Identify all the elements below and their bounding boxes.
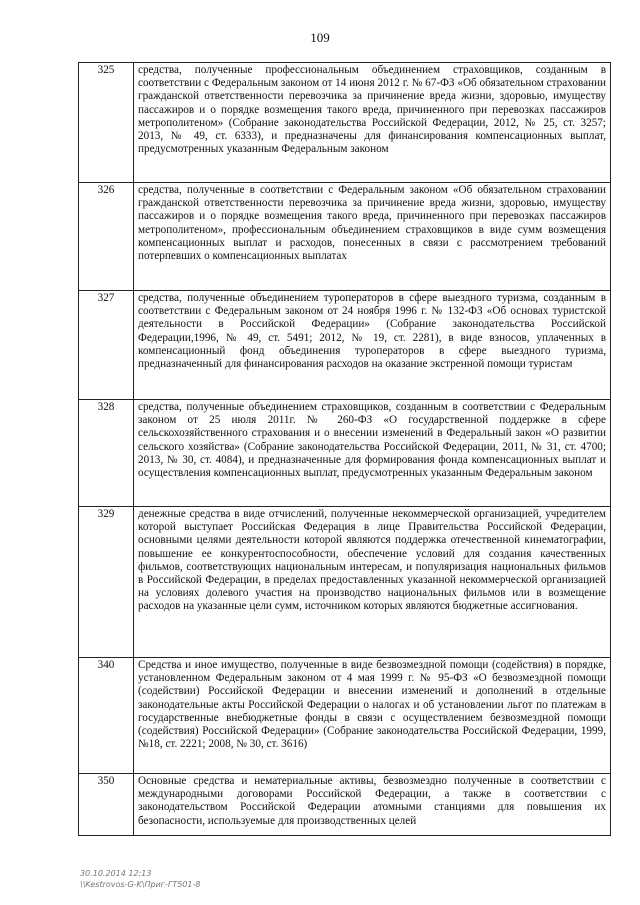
table-row [79,183,611,291]
footer-file-path: \\Kestrovos-G-K\Приг-ГТ501-8 [80,880,201,889]
row-code: 325 [79,63,134,183]
row-code: 326 [79,183,134,291]
row-description: денежные средства в виде отчислений, полученные некоммерческой организацией, учредителем которой выступает Российская Федерация в лице Правительства Российской Федерации, основными целями деятельности которой являются поддержка отечественной кинематографии, повышение ее конкурентоспособности, обеспечение условий для создания качественных фильмов, соответствующих национальным интересам, и популяризация национальных фильмов в Российской Федерации, в пределах предоставленных указанной некоммерческой организацией на условиях долевого участия на производство национальных фильмов или в возмещение расходов на указанные цели сумм, источником которых являются бюджетные ассигнования. [134,507,611,658]
footer-timestamp: 30.10.2014 12:13 [80,869,152,878]
table-row [79,658,611,774]
row-description: средства, полученные в соответствии с Федеральным законом «Об обязательном страховании гражданской ответственности перевозчика за причинение вреда жизни, здоровью, имуществу пассажиров и о порядке возмещения такого вреда, причиненного при перевозках пассажиров метрополитеном», профессиональным объединением страховщиков в виде сумм возмещения компенсационных выплат и расходов, понесенных в связи с рассмотрением требований потерпевших о компенсационных выплатах [134,183,611,291]
table-row [79,63,611,183]
row-description: средства, полученные объединением страховщиков, созданным в соответствии с Федеральным законом от 25 июля 2011г. № 260-ФЗ «О государственной поддержке в сфере сельскохозяйственного страхования и о внесении изменений в Федеральный закон «О развитии сельского хозяйства» (Собрание законодательства Российской Федерации, 2011, № 31, ст. 4700; 2013, № 30, ст. 4084), и предназначенные для формирования фонда компенсационных выплат и осуществления компенсационных выплат, предусмотренных указанным Федеральным законом [134,400,611,507]
table-row [79,774,611,836]
row-code: 327 [79,291,134,400]
row-code: 340 [79,658,134,774]
table-row [79,400,611,507]
table-row [79,291,611,400]
row-description: средства, полученные объединением туроператоров в сфере выездного туризма, созданным в соответствии с Федеральным законом от 24 ноября 1996 г. № 132-ФЗ «Об основах туристской деятельности в Российской Федерации» (Собрание законодательства Российской Федерации,1996, № 49, ст. 5491; 2012, № 19, ст. 2281), в виде взносов, уплаченных в компенсационный фонд объединения туроператоров в сфере выездного туризма, предназначенный для финансирования расходов на оказание экстренной помощи туристам [134,291,611,400]
document-footer [80,868,200,890]
row-code: 350 [79,774,134,836]
income-codes-table [78,62,611,836]
row-description: Основные средства и нематериальные активы, безвозмездно полученные в соответствии с международными договорами Российской Федерации, а также в соответствии с законодательством Российской Федерации атомными станциями для повышения их безопасности, используемые для производственных целей [134,774,611,836]
row-code: 329 [79,507,134,658]
page-number: 109 [310,30,330,45]
row-description: Средства и иное имущество, полученные в виде безвозмездной помощи (содействия) в порядке, установленном Федеральным законом от 4 мая 1999 г. № 95-ФЗ «О безвозмездной помощи (содействии) Российской Федерации и внесении изменений и дополнений в отдельные законодательные акты Российской Федерации о налогах и об установлении льгот по платежам в государственные внебюджетные фонды в связи с осуществлением безвозмездной помощи (содействия) Российской Федерации» (Собрание законодательства Российской Федерации, 1999, №18, ст. 2221; 2008, № 30, ст. 3616) [134,658,611,774]
table-row [79,507,611,658]
row-description: средства, полученные профессиональным объединением страховщиков, созданным в соответствии с Федеральным законом от 14 июня 2012 г. № 67-ФЗ «Об обязательном страховании гражданской ответственности перевозчика за причинение вреда жизни, здоровью, имуществу пассажиров и о порядке возмещения такого вреда, причиненного при перевозках пассажиров метрополитеном» (Собрание законодательства Российской Федерации, 2012, № 25, ст. 3257; 2013, № 49, ст. 6333), и предназначены для финансирования компенсационных выплат, предусмотренных указанным Федеральным законом [134,63,611,183]
row-code: 328 [79,400,134,507]
